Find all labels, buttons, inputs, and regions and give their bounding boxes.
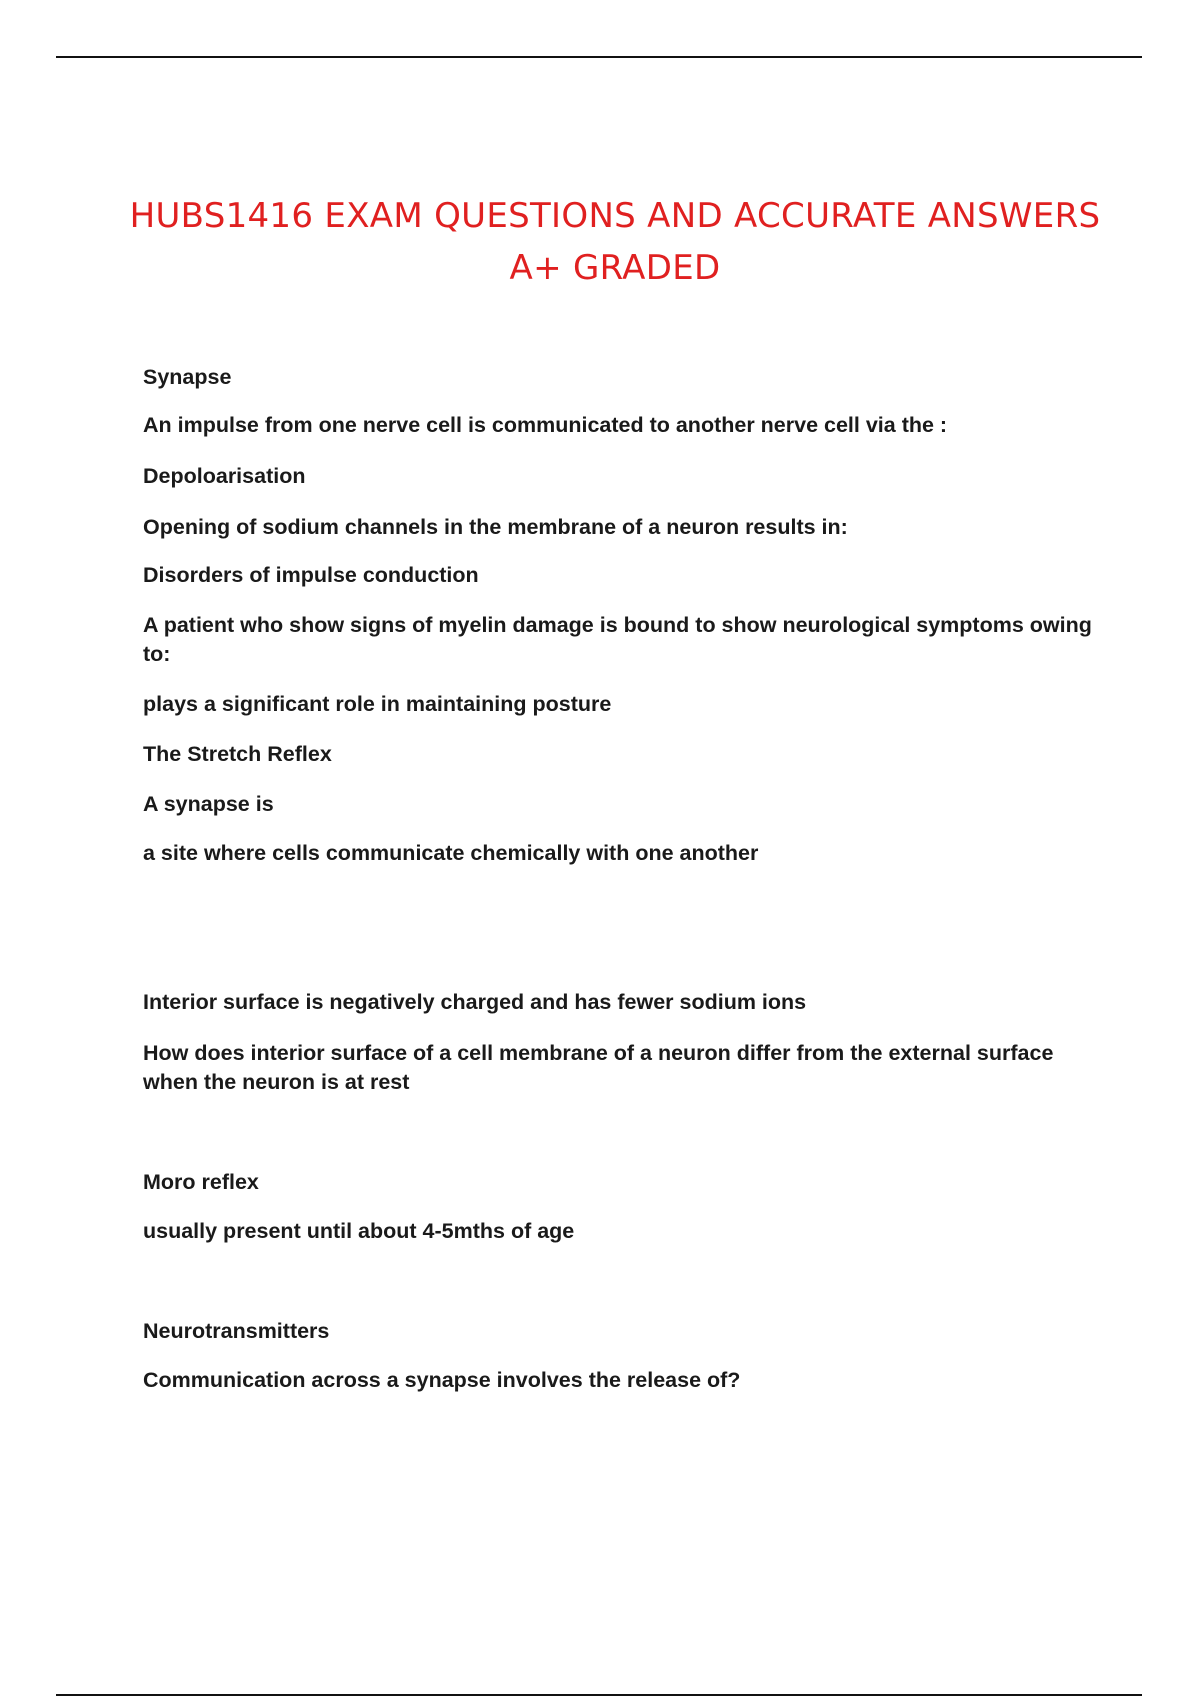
entry-question-myelin: A patient who show signs of myelin damage is bound to show neurological symptoms owing to: — [143, 613, 1092, 666]
bottom-rule — [56, 1694, 1142, 1696]
entry-answer-moro-age: usually present until about 4-5mths of age — [143, 1219, 575, 1243]
entry-question-synapse: A synapse is — [143, 792, 274, 816]
entry-answer-interior-surface: Interior surface is negatively charged and has fewer sodium ions — [143, 990, 807, 1014]
page-title — [100, 190, 1130, 294]
top-rule — [56, 56, 1142, 58]
entry-term-neurotransmitters: Neurotransmitters — [143, 1319, 330, 1343]
entry-answer-synapse-site: a site where cells communicate chemically with one another — [143, 841, 759, 865]
entry-term-stretch-reflex: The Stretch Reflex — [143, 742, 332, 766]
entry-question-impulse: An impulse from one nerve cell is communicated to another nerve cell via the : — [143, 413, 948, 437]
entry-answer-posture: plays a significant role in maintaining posture — [143, 692, 612, 716]
title-line-1: HUBS1416 EXAM QUESTIONS AND ACCURATE ANSWERS — [129, 196, 1101, 236]
entry-term-impulse-disorders: Disorders of impulse conduction — [143, 563, 479, 587]
entry-term-depolarisation: Depoloarisation — [143, 464, 306, 488]
entry-term-synapse: Synapse — [143, 365, 232, 389]
entry-question-sodium-channels: Opening of sodium channels in the membrane of a neuron results in: — [143, 515, 848, 539]
entry-question-membrane-rest: How does interior surface of a cell membrane of a neuron differ from the external surface when the neuron is at rest — [143, 1041, 1054, 1094]
entry-question-synapse-release: Communication across a synapse involves the release of? — [143, 1368, 741, 1392]
entry-term-moro-reflex: Moro reflex — [143, 1170, 259, 1194]
title-line-2: A+ GRADED — [509, 248, 721, 288]
